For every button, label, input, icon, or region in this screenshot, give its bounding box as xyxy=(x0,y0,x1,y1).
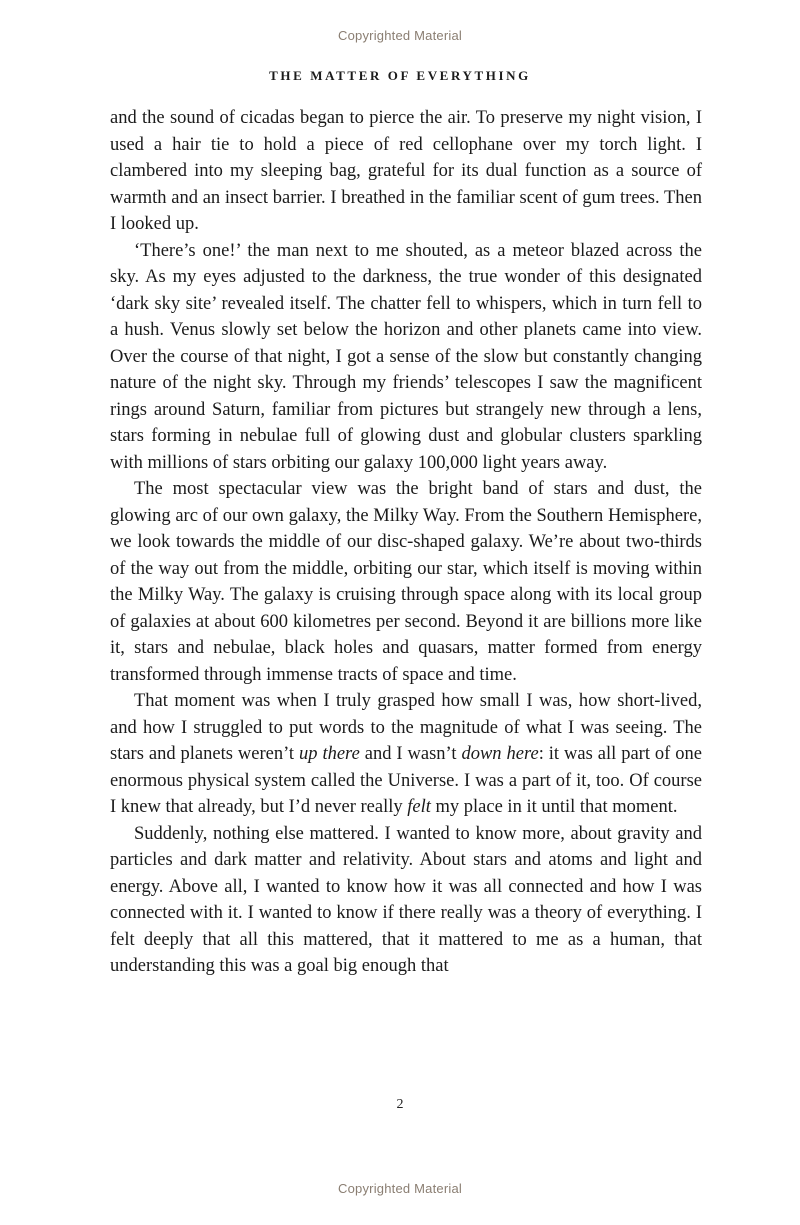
paragraph xyxy=(110,238,702,477)
text-run: : it was all part of one enormous physical system called the Universe. I was a part of it, too. Of course I knew that already, but I’d never really xyxy=(110,744,702,817)
copyright-notice-top: Copyrighted Material xyxy=(338,28,462,43)
running-header: THE MATTER OF EVERYTHING xyxy=(269,68,531,83)
copyright-notice-bottom: Copyrighted Material xyxy=(338,1181,462,1196)
paragraph xyxy=(110,105,702,238)
text-run: ‘There’s one!’ the man next to me shouted, as a meteor blazed across the sky. As my eyes adjusted to the darkness, the true wonder of this designated ‘dark sky site’ revealed itself. The chatter fell to whispers, which in turn fell to a hush. Venus slowly set below the horizon and other planets came into view. Over the course of that night, I got a sense of the slow but constantly changing nature of the night sky. Through my friends’ telescopes I saw the magnificent rings around Saturn, familiar from pictures but strangely new through a lens, stars forming in nebulae full of glowing dust and globular clusters sparkling with millions of stars orbiting our galaxy 100,000 light years away. xyxy=(110,240,702,473)
body-text xyxy=(110,105,702,980)
italic-text-run: down here xyxy=(461,744,539,764)
text-run: my place in it until that moment. xyxy=(430,797,678,817)
page-number: 2 xyxy=(396,1097,404,1112)
paragraph xyxy=(110,476,702,688)
text-run: That moment was when I truly grasped how small I was, how short-lived, and how I struggled to put words to the magnitude of what I was seeing. The stars and planets weren’t xyxy=(110,691,702,764)
text-run: and the sound of cicadas began to pierce the air. To preserve my night vision, I used a hair tie to hold a piece of red cellophane over my torch light. I clambered into my sleeping bag, grateful for its dual function as a source of warmth and an insect barrier. I breathed in the familiar scent of gum trees. Then I looked up. xyxy=(110,108,702,234)
paragraph xyxy=(110,821,702,980)
text-run: The most spectacular view was the bright band of stars and dust, the glowing arc of our own galaxy, the Milky Way. From the Southern Hemisphere, we look towards the middle of our disc-shaped galaxy. We’re about two-thirds of the way out from the middle, orbiting our star, which itself is moving within the Milky Way. The galaxy is cruising through space along with its local group of galaxies at about 600 kilometres per second. Beyond it are billions more like it, stars and nebulae, black holes and quasars, matter formed from energy transformed through immense tracts of space and time. xyxy=(110,479,702,685)
text-run: and I wasn’t xyxy=(359,744,462,764)
italic-text-run: felt xyxy=(407,797,431,817)
paragraph xyxy=(110,688,702,821)
text-run: Suddenly, nothing else mattered. I wanted to know more, about gravity and particles and dark matter and relativity. About stars and atoms and light and energy. Above all, I wanted to know how it was all connected and how I was connected with it. I wanted to know if there really was a theory of everything. I felt deeply that all this mattered, that it mattered to me as a human, that understanding this was a goal big enough that xyxy=(110,823,702,976)
italic-text-run: up there xyxy=(299,744,360,764)
